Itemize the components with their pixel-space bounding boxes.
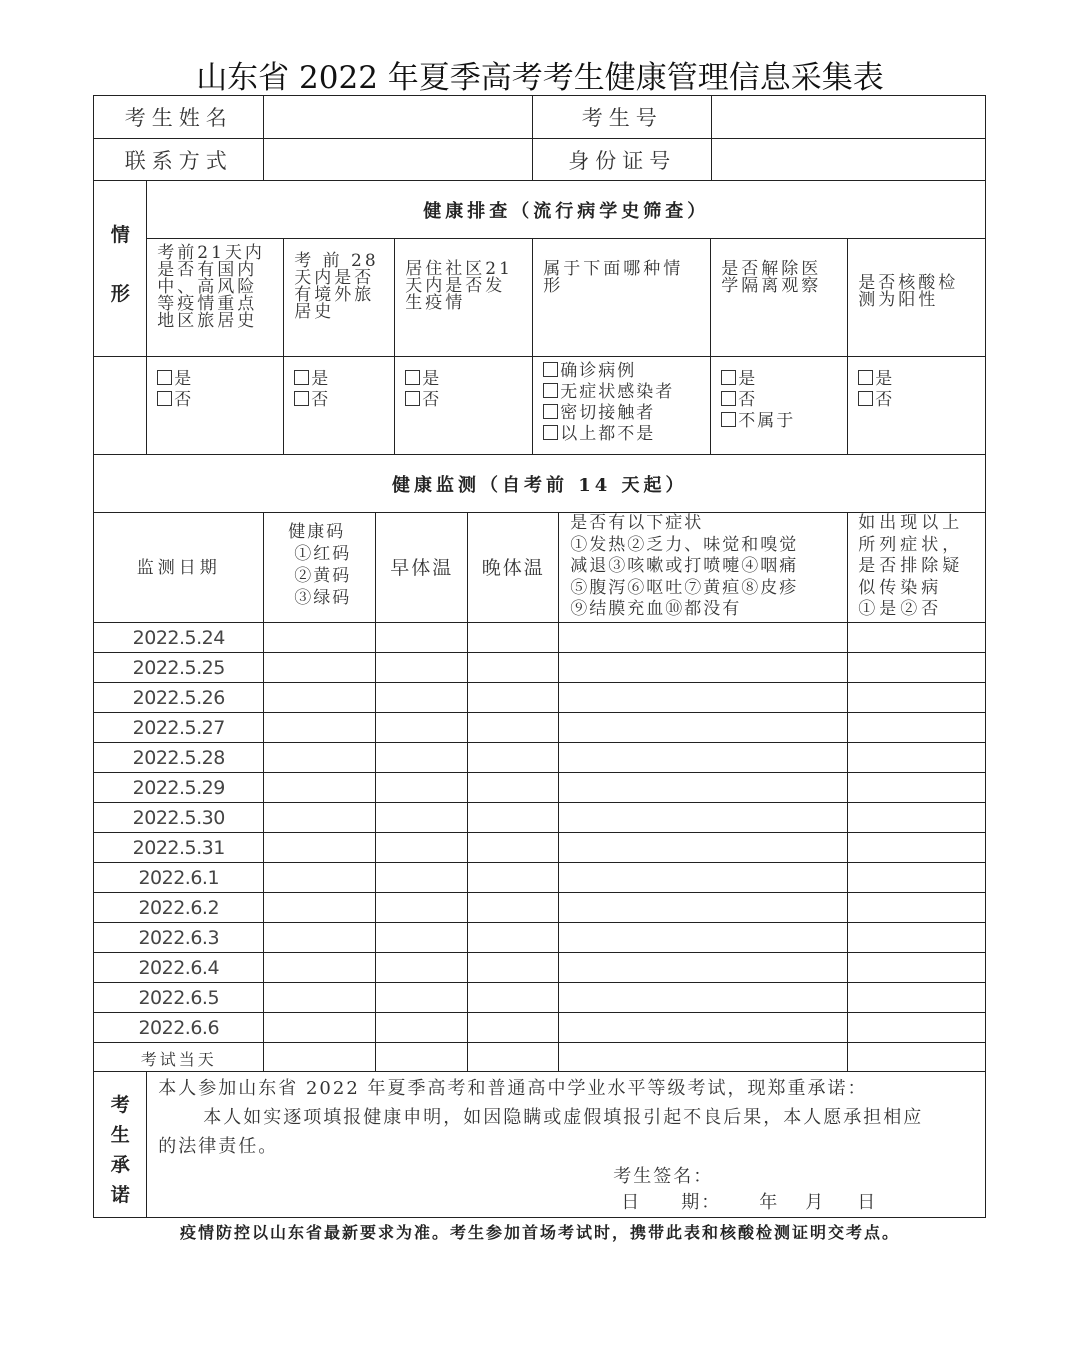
evening-temp-cell[interactable] [467, 922, 559, 953]
monitor-date: 2022.6.4 [138, 956, 220, 979]
health-code-cell[interactable] [263, 772, 376, 803]
signature-field[interactable] [712, 1164, 962, 1188]
symptoms-line: 是否有以下症状 [570, 513, 704, 534]
checkbox-label: 否 [738, 390, 758, 411]
checkbox-option[interactable] [294, 390, 386, 411]
checkbox-label: 是 [875, 369, 895, 390]
date-cell [93, 862, 264, 893]
footer-note: 疫情防控以山东省最新要求为准。考生参加首场考试时，携带此表和核酸检测证明交考点。 [179, 1223, 900, 1242]
morning-temp-cell[interactable] [375, 682, 468, 713]
exclude-infection-cell[interactable] [847, 712, 986, 743]
exclude-infection-cell[interactable] [847, 772, 986, 803]
health-code-cell[interactable] [263, 652, 376, 683]
monitoring-header: 健康监测（自考前 14 天起） [93, 454, 986, 513]
morning-temp-cell[interactable] [375, 802, 468, 833]
symptoms-cell[interactable] [558, 652, 848, 683]
checkbox-icon[interactable] [294, 391, 309, 406]
contact-field[interactable] [263, 138, 533, 181]
situation-char-2: 形 [110, 283, 130, 306]
situation-char-1: 情 [110, 224, 130, 247]
signature-label: 考生签名： [613, 1166, 714, 1188]
exclude-infection-cell[interactable] [847, 982, 986, 1013]
health-code-cell[interactable] [263, 1012, 376, 1043]
col-header-health-code [263, 512, 376, 623]
screening-options-3 [394, 356, 533, 455]
checkbox-icon[interactable] [858, 391, 873, 406]
symptoms-cell[interactable] [558, 832, 848, 863]
health-code-cell[interactable] [263, 622, 376, 653]
evening-temp-cell[interactable] [467, 682, 559, 713]
morning-temp-cell[interactable] [375, 982, 468, 1013]
health-code-cell[interactable] [263, 832, 376, 863]
checkbox-icon[interactable] [721, 370, 736, 385]
evening-temp-cell[interactable] [467, 712, 559, 743]
evening-temp-cell[interactable] [467, 802, 559, 833]
symptoms-cell[interactable] [558, 742, 848, 773]
screening-question-1: 考前21天内是否有国内中、高风险等疫情重点地区旅居史 [146, 238, 284, 357]
form-title: 山东省 2022 年夏季高考考生健康管理信息采集表 [196, 60, 884, 96]
exclude-infection-cell[interactable] [847, 832, 986, 863]
checkbox-label: 密切接触者 [560, 403, 656, 424]
checkbox-option[interactable] [543, 424, 702, 445]
checkbox-label: 否 [422, 390, 442, 411]
exclude-infection-cell[interactable] [847, 1042, 986, 1072]
health-code-title: 健康码 [288, 522, 346, 543]
monitor-date: 2022.5.28 [132, 746, 225, 769]
checkbox-icon[interactable] [543, 383, 558, 398]
symptoms-cell[interactable] [558, 982, 848, 1013]
date-cell [93, 802, 264, 833]
health-code-option-green: ③绿码 [294, 588, 352, 609]
health-code-cell[interactable] [263, 742, 376, 773]
monitor-date: 考试当天 [140, 1050, 217, 1070]
exclude-infection-cell[interactable] [847, 652, 986, 683]
checkbox-label: 是 [174, 369, 194, 390]
pledge-char: 承 [110, 1154, 130, 1177]
monitor-date: 2022.5.26 [132, 686, 225, 709]
health-code-cell[interactable] [263, 952, 376, 983]
date-cell [93, 1012, 264, 1043]
checkbox-label: 以上都不是 [560, 424, 656, 445]
checkbox-option[interactable] [721, 390, 839, 411]
checkbox-icon[interactable] [294, 370, 309, 385]
exclude-infection-cell[interactable] [847, 1012, 986, 1043]
monitor-date: 2022.6.5 [138, 986, 220, 1009]
health-code-cell[interactable] [263, 682, 376, 713]
checkbox-icon[interactable] [405, 391, 420, 406]
morning-temp-cell[interactable] [375, 622, 468, 653]
checkbox-label: 否 [311, 390, 331, 411]
monitor-date: 2022.6.2 [138, 896, 220, 919]
symptoms-cell[interactable] [558, 682, 848, 713]
date-cell [93, 892, 264, 923]
date-cell [93, 922, 264, 953]
checkbox-label: 确诊病例 [560, 361, 637, 382]
name-label: 考生姓名 [93, 95, 264, 139]
screening-question-4: 属于下面哪种情形 [532, 238, 711, 357]
symptoms-cell[interactable] [558, 712, 848, 743]
exclude-line: 似传染病 [858, 577, 943, 598]
screening-question-6: 是否核酸检测为阳性 [847, 238, 986, 357]
evening-temp-cell[interactable] [467, 622, 559, 653]
screening-options-5 [710, 356, 848, 455]
situation-side-blank [93, 356, 147, 455]
health-code-option-red: ①红码 [294, 544, 352, 565]
exclude-line: 是否排除疑 [858, 556, 964, 577]
evening-temp-cell[interactable] [467, 832, 559, 863]
date-cell [93, 622, 264, 653]
checkbox-label: 不属于 [738, 411, 796, 432]
symptoms-cell[interactable] [558, 952, 848, 983]
monitor-date: 2022.5.30 [132, 806, 225, 829]
monitor-date: 2022.5.25 [132, 656, 225, 679]
col-header-symptoms [558, 512, 848, 623]
evening-temp-cell[interactable] [467, 1042, 559, 1072]
health-code-cell[interactable] [263, 712, 376, 743]
monitor-date: 2022.5.31 [132, 836, 225, 859]
health-code-cell[interactable] [263, 1042, 376, 1072]
id-number-field[interactable] [711, 138, 986, 181]
evening-temp-cell[interactable] [467, 952, 559, 983]
pledge-char: 生 [110, 1124, 130, 1147]
date-cell [93, 712, 264, 743]
exam-number-field[interactable] [711, 95, 986, 139]
morning-temp-cell[interactable] [375, 892, 468, 923]
date-cell [93, 652, 264, 683]
health-code-cell[interactable] [263, 862, 376, 893]
checkbox-label: 无症状感染者 [560, 382, 675, 403]
checkbox-icon[interactable] [543, 362, 558, 377]
screening-question-5: 是否解除医学隔离观察 [710, 238, 848, 357]
exclude-infection-cell[interactable] [847, 952, 986, 983]
pledge-line-3: 的法律责任。 [158, 1136, 279, 1158]
col-header-exclude-infection [847, 512, 986, 623]
symptoms-line: ⑨结膜充血⑩都没有 [570, 599, 742, 620]
pledge-line-2: 本人如实逐项填报健康申明，如因隐瞒或虚假填报引起不良后果，本人愿承担相应 [203, 1107, 924, 1129]
morning-temp-cell[interactable] [375, 922, 468, 953]
checkbox-option[interactable] [405, 390, 524, 411]
checkbox-option[interactable] [858, 390, 977, 411]
pledge-line-1: 本人参加山东省 2022 年夏季高考和普通高中学业水平等级考试，现郑重承诺： [158, 1078, 868, 1100]
monitor-date: 2022.5.29 [132, 776, 225, 799]
symptoms-cell[interactable] [558, 1042, 848, 1072]
checkbox-label: 是 [311, 369, 331, 390]
morning-temp-cell[interactable] [375, 1012, 468, 1043]
exclude-infection-cell[interactable] [847, 862, 986, 893]
symptoms-cell[interactable] [558, 892, 848, 923]
evening-temp-cell[interactable] [467, 772, 559, 803]
screening-options-4 [532, 356, 711, 455]
date-cell [93, 952, 264, 983]
exclude-infection-cell[interactable] [847, 682, 986, 713]
exclude-infection-cell[interactable] [847, 622, 986, 653]
checkbox-icon[interactable] [543, 425, 558, 440]
checkbox-option[interactable] [543, 403, 702, 424]
evening-temp-cell[interactable] [467, 862, 559, 893]
date-cell [93, 1042, 264, 1072]
exam-number-label: 考生号 [532, 95, 712, 139]
checkbox-option[interactable] [543, 382, 702, 403]
checkbox-option[interactable] [543, 361, 702, 382]
checkbox-option[interactable] [157, 390, 275, 411]
health-code-cell[interactable] [263, 922, 376, 953]
date-cell [93, 772, 264, 803]
symptoms-cell[interactable] [558, 922, 848, 953]
monitor-date: 2022.5.24 [132, 626, 225, 649]
pledge-char: 诺 [110, 1184, 130, 1207]
checkbox-option[interactable] [721, 369, 839, 390]
monitor-date: 2022.6.6 [138, 1016, 220, 1039]
evening-temp-cell[interactable] [467, 652, 559, 683]
symptoms-line: ①发热②乏力、味觉和嗅觉 [570, 534, 799, 555]
screening-options-6 [847, 356, 986, 455]
symptoms-cell[interactable] [558, 772, 848, 803]
monitor-date: 2022.5.27 [132, 716, 225, 739]
col-header-evening-temp: 晚体温 [467, 512, 559, 623]
pledge-date-label: 日 期： [621, 1192, 722, 1214]
health-code-cell[interactable] [263, 892, 376, 923]
checkbox-icon[interactable] [721, 412, 736, 427]
pledge-date-year: 年 [759, 1192, 780, 1214]
id-number-label: 身份证号 [532, 138, 712, 181]
pledge-side-text [94, 1090, 146, 1210]
checkbox-icon[interactable] [721, 391, 736, 406]
date-cell [93, 982, 264, 1013]
screening-question-3: 居住社区21天内是否发生疫情 [394, 238, 533, 357]
exclude-infection-cell[interactable] [847, 802, 986, 833]
pledge-char: 考 [110, 1094, 130, 1117]
morning-temp-cell[interactable] [375, 652, 468, 683]
checkbox-label: 否 [875, 390, 895, 411]
symptoms-cell[interactable] [558, 622, 848, 653]
pledge-date-day: 日 [857, 1192, 878, 1214]
checkbox-label: 是 [422, 369, 442, 390]
date-cell [93, 682, 264, 713]
checkbox-option[interactable] [405, 369, 524, 390]
monitor-date: 2022.6.3 [138, 926, 220, 949]
checkbox-option[interactable] [157, 369, 275, 390]
pledge-date-month: 月 [805, 1192, 826, 1214]
exclude-infection-cell[interactable] [847, 742, 986, 773]
morning-temp-cell[interactable] [375, 952, 468, 983]
checkbox-icon[interactable] [543, 404, 558, 419]
name-field[interactable] [263, 95, 533, 139]
health-code-cell[interactable] [263, 802, 376, 833]
checkbox-label: 否 [174, 390, 194, 411]
morning-temp-cell[interactable] [375, 862, 468, 893]
screening-options-2 [283, 356, 395, 455]
checkbox-icon[interactable] [157, 370, 172, 385]
situation-side-label [93, 180, 147, 357]
symptoms-line: 减退③咳嗽或打喷嚏④咽痛 [570, 556, 799, 577]
checkbox-option[interactable] [721, 411, 839, 432]
contact-label: 联系方式 [93, 138, 264, 181]
date-cell [93, 832, 264, 863]
morning-temp-cell[interactable] [375, 712, 468, 743]
morning-temp-cell[interactable] [375, 772, 468, 803]
date-cell [93, 742, 264, 773]
screening-options-1 [146, 356, 284, 455]
col-header-date: 监测日期 [93, 512, 264, 623]
symptoms-cell[interactable] [558, 862, 848, 893]
exclude-line: ①是②否 [858, 599, 943, 620]
evening-temp-cell[interactable] [467, 1012, 559, 1043]
checkbox-label: 是 [738, 369, 758, 390]
checkbox-icon[interactable] [405, 370, 420, 385]
evening-temp-cell[interactable] [467, 742, 559, 773]
checkbox-option[interactable] [858, 369, 977, 390]
morning-temp-cell[interactable] [375, 742, 468, 773]
symptoms-cell[interactable] [558, 1012, 848, 1043]
exclude-line: 所列症状， [858, 534, 964, 555]
symptoms-line: ⑤腹泻⑥呕吐⑦黄疸⑧皮疹 [570, 577, 799, 598]
col-header-morning-temp: 早体温 [375, 512, 468, 623]
pledge-body [146, 1071, 986, 1218]
symptoms-cell[interactable] [558, 802, 848, 833]
monitor-date: 2022.6.1 [138, 866, 220, 889]
evening-temp-cell[interactable] [467, 892, 559, 923]
checkbox-icon[interactable] [157, 391, 172, 406]
exclude-line: 如出现以上 [858, 513, 964, 534]
evening-temp-cell[interactable] [467, 982, 559, 1013]
screening-header: 健康排查（流行病学史筛查） [146, 180, 986, 239]
morning-temp-cell[interactable] [375, 832, 468, 863]
health-code-cell[interactable] [263, 982, 376, 1013]
checkbox-option[interactable] [294, 369, 386, 390]
morning-temp-cell[interactable] [375, 1042, 468, 1072]
exclude-infection-cell[interactable] [847, 922, 986, 953]
pledge-side-label [93, 1071, 147, 1218]
health-code-option-yellow: ②黄码 [294, 566, 352, 587]
checkbox-icon[interactable] [858, 370, 873, 385]
exclude-infection-cell[interactable] [847, 892, 986, 923]
screening-question-2: 考 前 28 天内是否有境外旅居史 [283, 238, 395, 357]
